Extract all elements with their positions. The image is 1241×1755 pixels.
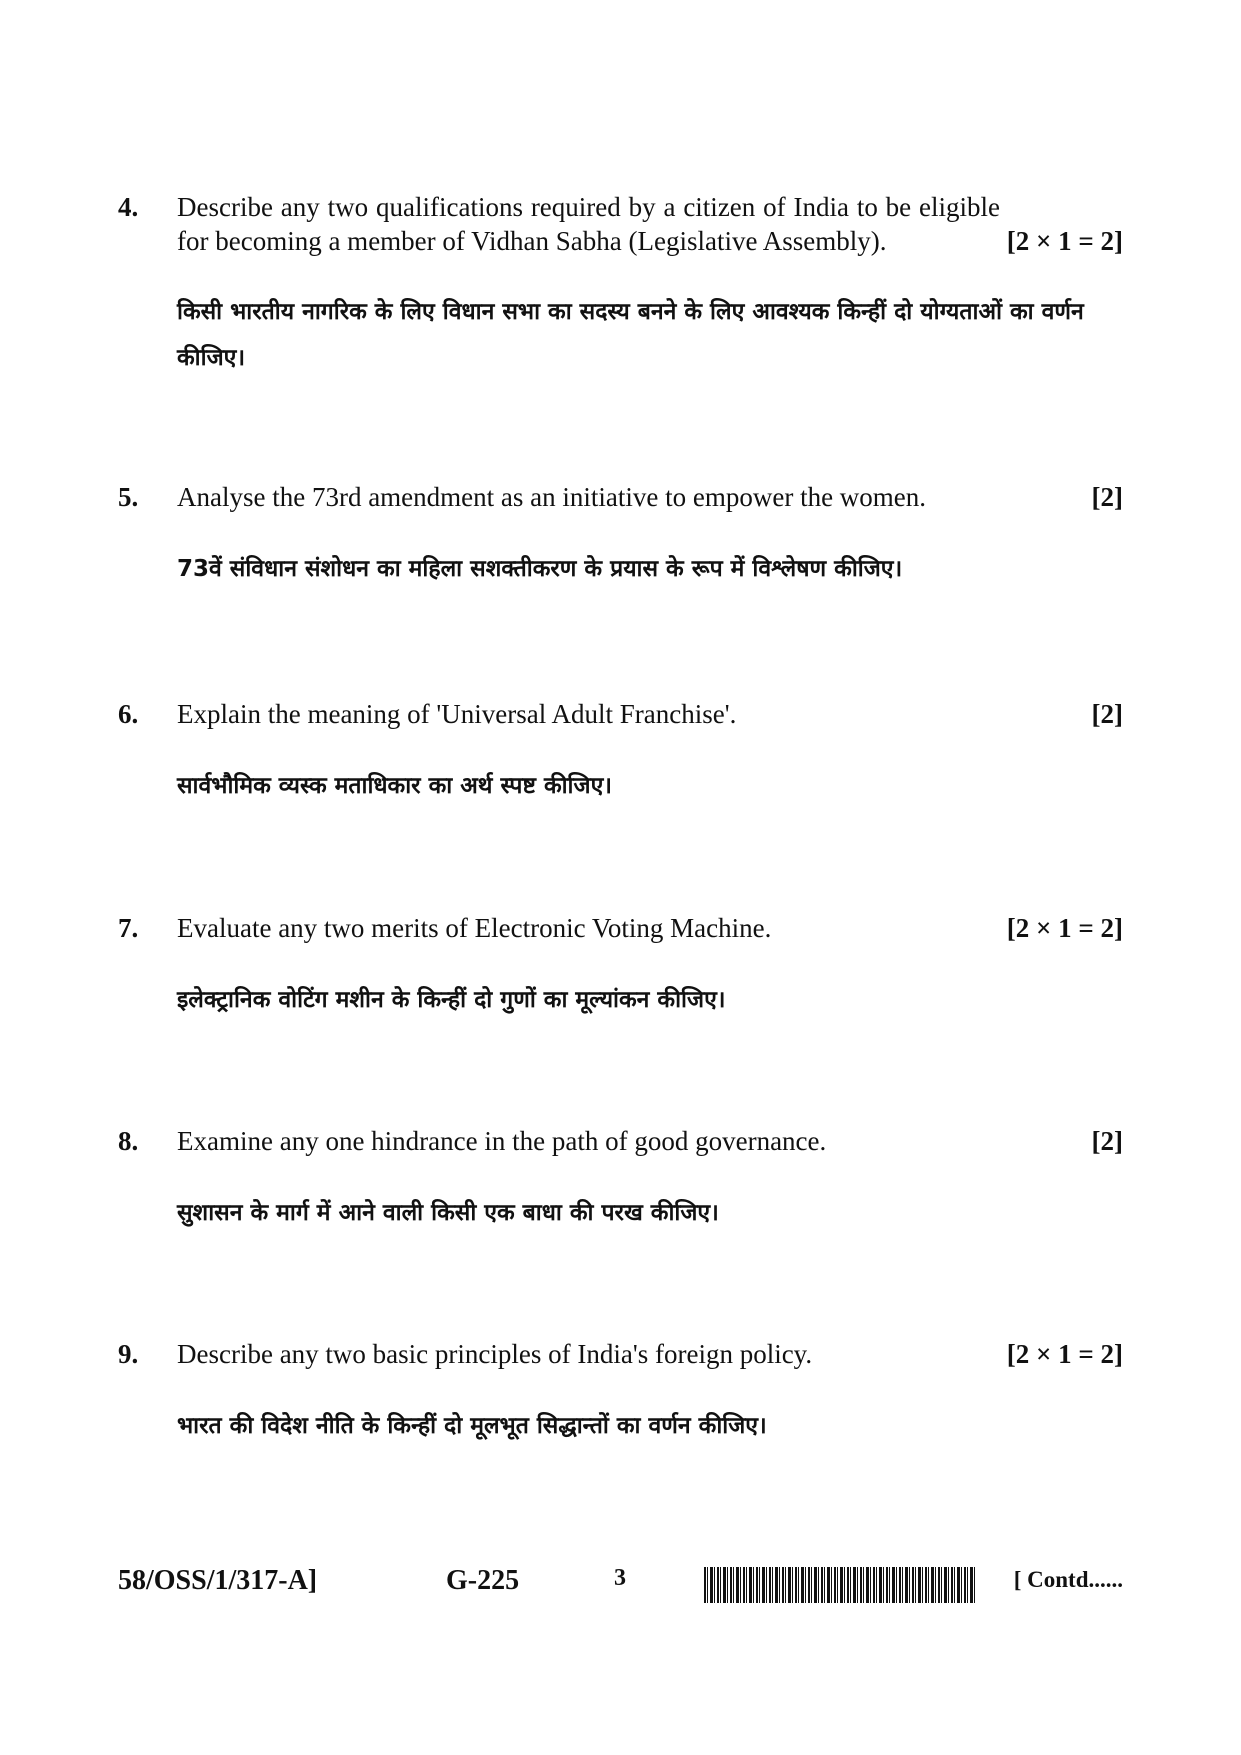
question-marks: [2 × 1 = 2] [1006, 226, 1123, 256]
question-number: 4. [118, 192, 139, 222]
question-number: 8. [118, 1126, 139, 1156]
question-number: 5. [118, 482, 139, 512]
question-text-hindi: सुशासन के मार्ग में आने वाली किसी एक बाधा की परख कीजिए। [177, 1200, 719, 1226]
question-number: 9. [118, 1339, 139, 1369]
barcode-icon [704, 1567, 976, 1603]
question-text-hindi: इलेक्ट्रानिक वोटिंग मशीन के किन्हीं दो गुणों का मूल्यांकन कीजिए। [177, 987, 726, 1013]
page-number: 3 [614, 1565, 626, 1591]
question-marks: [2] [1091, 1126, 1123, 1156]
question-marks: [2 × 1 = 2] [1006, 1339, 1123, 1369]
question-text-hindi: सार्वभौमिक व्यस्क मताधिकार का अर्थ स्पष्ट कीजिए। [177, 773, 613, 799]
question-text-hindi: किसी भारतीय नागरिक के लिए विधान सभा का सदस्य बनने के लिए आवश्यक किन्हीं दो योग्यताओं का वर्णन कीजिए। [177, 299, 1084, 371]
question-text-english: Examine any one hindrance in the path of good governance. [177, 1126, 827, 1156]
continued-label: [ Contd...... [1013, 1567, 1123, 1592]
question-number: 7. [118, 913, 139, 943]
question-text-english: Evaluate any two merits of Electronic Voting Machine. [177, 913, 772, 943]
question-marks: [2] [1091, 699, 1123, 729]
paper-code: 58/OSS/1/317-A] [118, 1565, 318, 1596]
question-text-hindi: भारत की विदेश नीति के किन्हीं दो मूलभूत सिद्धान्तों का वर्णन कीजिए। [177, 1413, 767, 1439]
question-text-english: Describe any two qualifications required by a citizen of India to be eligible for becoming a member of Vidhan Sabha (Legislative Assembly). [177, 192, 1000, 256]
question-text-english: Analyse the 73rd amendment as an initiative to empower the women. [177, 482, 927, 512]
question-text-hindi: 73वें संविधान संशोधन का महिला सशक्तीकरण के प्रयास के रूप में विश्लेषण कीजिए। [177, 556, 903, 582]
question-marks: [2] [1091, 482, 1123, 512]
question-text-english: Explain the meaning of 'Universal Adult Franchise'. [177, 699, 737, 729]
question-number: 6. [118, 699, 139, 729]
page-footer [0, 1565, 1241, 1615]
question-text-english: Describe any two basic principles of India's foreign policy. [177, 1339, 813, 1369]
question-marks: [2 × 1 = 2] [1006, 913, 1123, 943]
set-code: G-225 [446, 1565, 520, 1596]
